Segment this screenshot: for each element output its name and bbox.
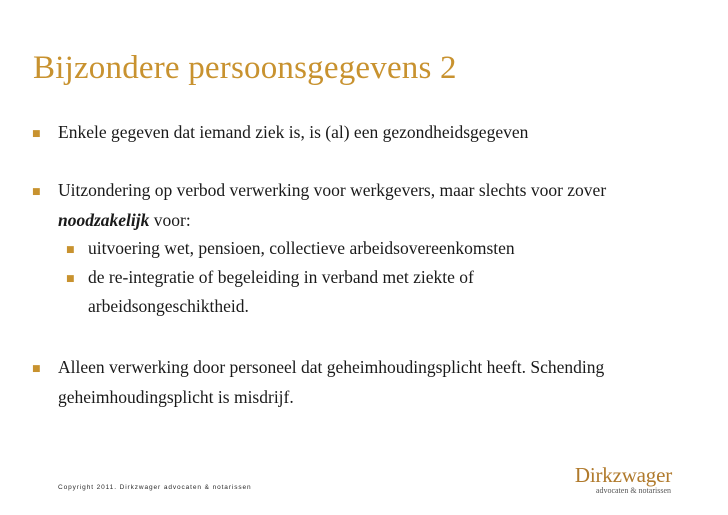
- bullet-2-line-2: [58, 208, 191, 232]
- slide-title: Bijzondere persoonsgegevens 2: [33, 50, 457, 86]
- square-bullet-icon: ■: [66, 245, 75, 255]
- bullet-3-line-1: Alleen verwerking door personeel dat geheimhoudingsplicht heeft. Schending: [58, 357, 605, 377]
- square-bullet-icon: ■: [32, 187, 41, 197]
- sub-bullet-1-text: uitvoering wet, pensioen, collectieve arbeidsovereenkomsten: [88, 238, 515, 258]
- sub-bullet-2-line-2: arbeidsongeschiktheid.: [88, 296, 249, 316]
- bullet-3-line-2: geheimhoudingsplicht is misdrijf.: [58, 387, 294, 407]
- emphasis-noodzakelijk: noodzakelijk: [58, 210, 150, 230]
- sub-bullet-2-line-1: de re-integratie of begeleiding in verband met ziekte of: [88, 267, 474, 287]
- bullet-2-line-1: Uitzondering op verbod verwerking voor werkgevers, maar slechts voor zover: [58, 180, 607, 200]
- logo-subtitle: advocaten & notarissen: [595, 486, 671, 495]
- company-logo: [574, 463, 684, 497]
- bullet-1-text: Enkele gegeven dat iemand ziek is, is (al) een gezondheidsgegeven: [58, 122, 529, 142]
- bullet-2-line-2-rest: voor:: [149, 210, 191, 230]
- logo-name: Dirkzwager: [574, 463, 672, 487]
- square-bullet-icon: ■: [66, 274, 75, 284]
- footer-copyright: Copyright 2011. Dirkzwager advocaten & notarissen: [58, 484, 252, 491]
- square-bullet-icon: ■: [32, 129, 41, 139]
- square-bullet-icon: ■: [32, 364, 41, 374]
